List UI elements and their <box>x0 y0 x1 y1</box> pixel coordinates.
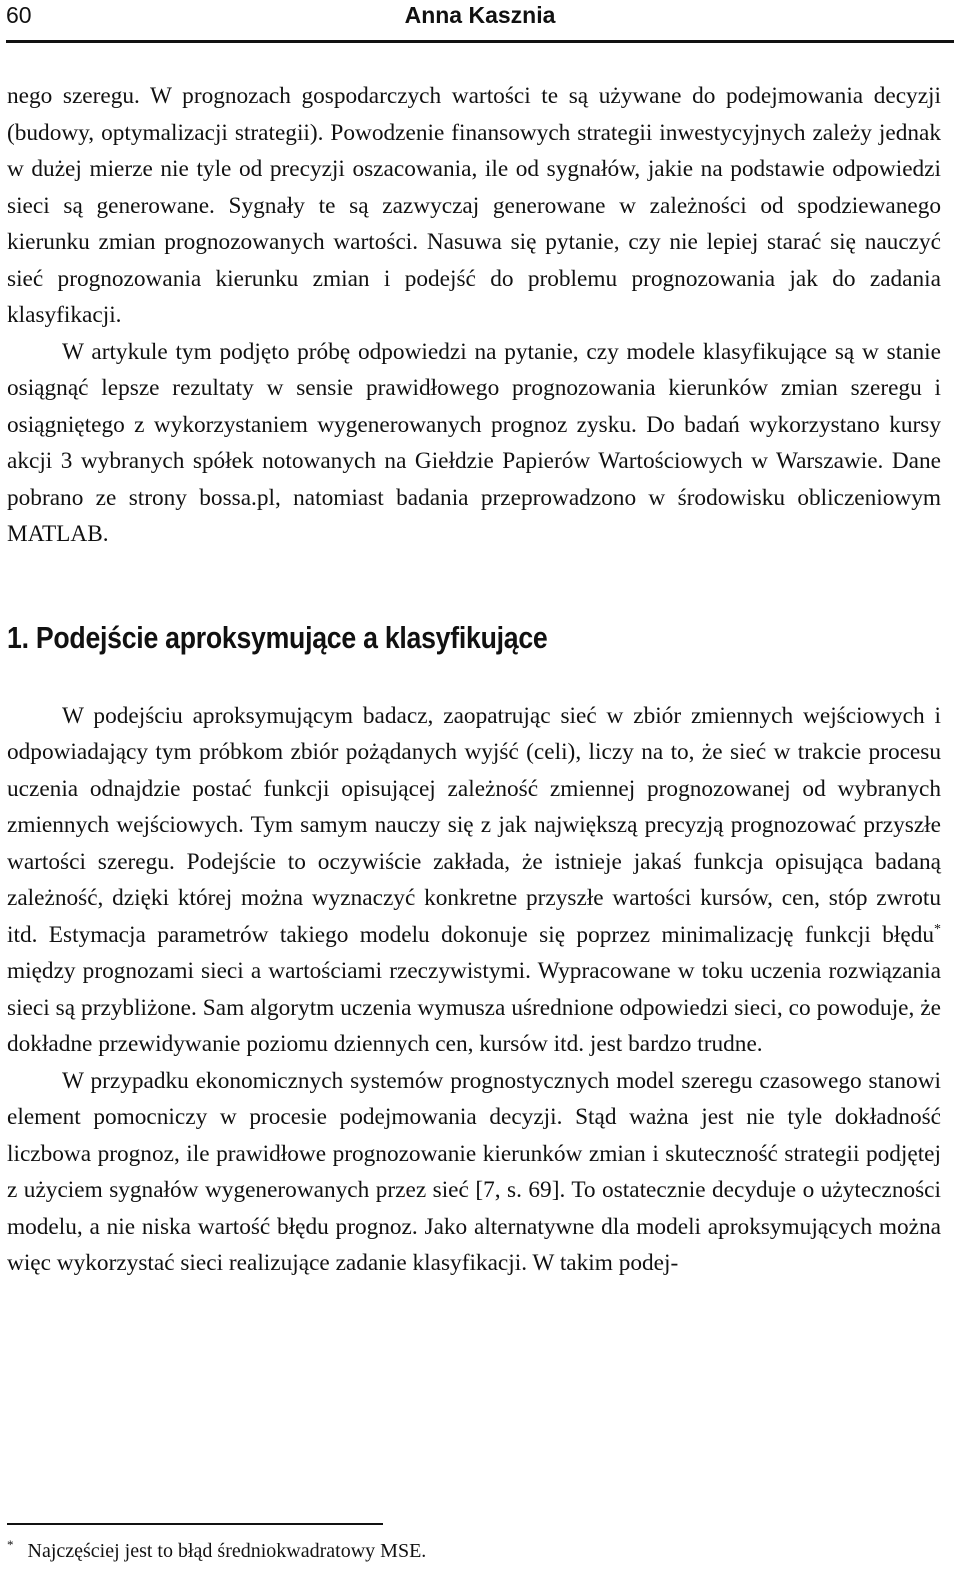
footnote-rule <box>7 1523 383 1525</box>
paragraph-4: W przypadku ekonomicznych systemów prognostycznych model szeregu czasowego stanowi element pomocniczy w procesie podejmowania decyzji. Stąd ważna jest nie tyle dokładność liczbowa prognoz, ile prawidłowe prognozowanie kierunków zmian i skuteczność strategii podjętej z użyciem sygnałów wygenerowanych przez sieć [7, s. 69]. To ostatecznie decyduje o użyteczności modelu, a nie niska wartość błędu prognoz. Jako alternatywne dla modeli aproksymujących można więc wykorzystać sieci realizujące zadanie klasyfikacji. W takim podej- <box>7 1067 941 1276</box>
footnote-text: Najczęściej jest to błąd średniokwadratowy MSE. <box>27 1540 427 1562</box>
footnote-reference: * <box>934 921 941 937</box>
page-number: 60 <box>6 2 32 28</box>
running-head: Anna Kasznia <box>404 2 556 28</box>
paragraph-2: W artykule tym podjęto próbę odpowiedzi na pytanie, czy modele klasyfikujące są w stanie osiągnąć lepsze rezultaty w sensie prawidłowego prognozowania kierunków zmian szeregu i osiągniętego z wykorzystaniem wygenerowanych prognoz zysku. Do badań wykorzystano kursy akcji 3 wybranych spółek notowanych na Giełdzie Papierów Wartościowych w Warszawie. Dane pobrano ze strony bossa.pl, natomiast badania przeprowadzono w środowisku obliczeniowym MATLAB. <box>7 338 941 547</box>
footnote <box>7 1538 426 1564</box>
page-header <box>6 0 954 40</box>
paragraph-3 <box>7 698 941 1063</box>
section-heading: 1. Podejście aproksymujące a klasyfikujące <box>7 619 548 655</box>
body-text <box>7 78 941 1282</box>
header-rule <box>6 40 954 43</box>
paragraph-1: nego szeregu. W prognozach gospodarczych wartości te są używane do podejmowania decyzji (budowy, optymalizacji strategii). Powodzenie finansowych strategii inwestycyjnych zależy jednak w dużej mierze nie tyle od precyzji oszacowania, ile od sygnałów, jakie na podstawie odpowiedzi sieci są generowane. Sygnały te są zazwyczaj generowane w zależności od spodziewanego kierunku zmian prognozowanych wartości. Nasuwa się pytanie, czy nie lepiej starać się nauczyć sieć prognozowania kierunku zmian i podejść do problemu prognozowania jak do zadania klasyfikacji. <box>7 83 941 328</box>
paragraph-3-part-2: między prognozami sieci a wartościami rzeczywistymi. Wypracowane w toku uczenia rozwiązania sieci są przybliżone. Sam algorytm uczenia wymusza uśrednione odpowiedzi sieci, co powoduje, że dokładne przewidywanie poziomu dziennych cen, kursów itd. jest bardzo trudne. <box>7 958 941 1057</box>
paragraph-3-part-1: W podejściu aproksymującym badacz, zaopatrując sieć w zbiór zmiennych wejściowych i odpowiadający tym próbkom zbiór pożądanych wyjść (celi), liczy na to, że sieć w trakcie procesu uczenia odnajdzie postać funkcji opisującej zależność zmiennej prognozowanej od wybranych zmiennych wejściowych. Tym samym nauczy się z jak największą precyzją prognozować przyszłe wartości szeregu. Podejście to oczywiście zakłada, że istnieje jakaś funkcja opisująca badaną zależność, dzięki której można wyznaczyć konkretne przyszłe wartości kursów, cen, stóp zwrotu itd. Estymacja parametrów takiego modelu dokonuje się poprzez minimalizację funkcji błędu <box>7 702 941 948</box>
footnote-marker: * <box>7 1537 14 1553</box>
